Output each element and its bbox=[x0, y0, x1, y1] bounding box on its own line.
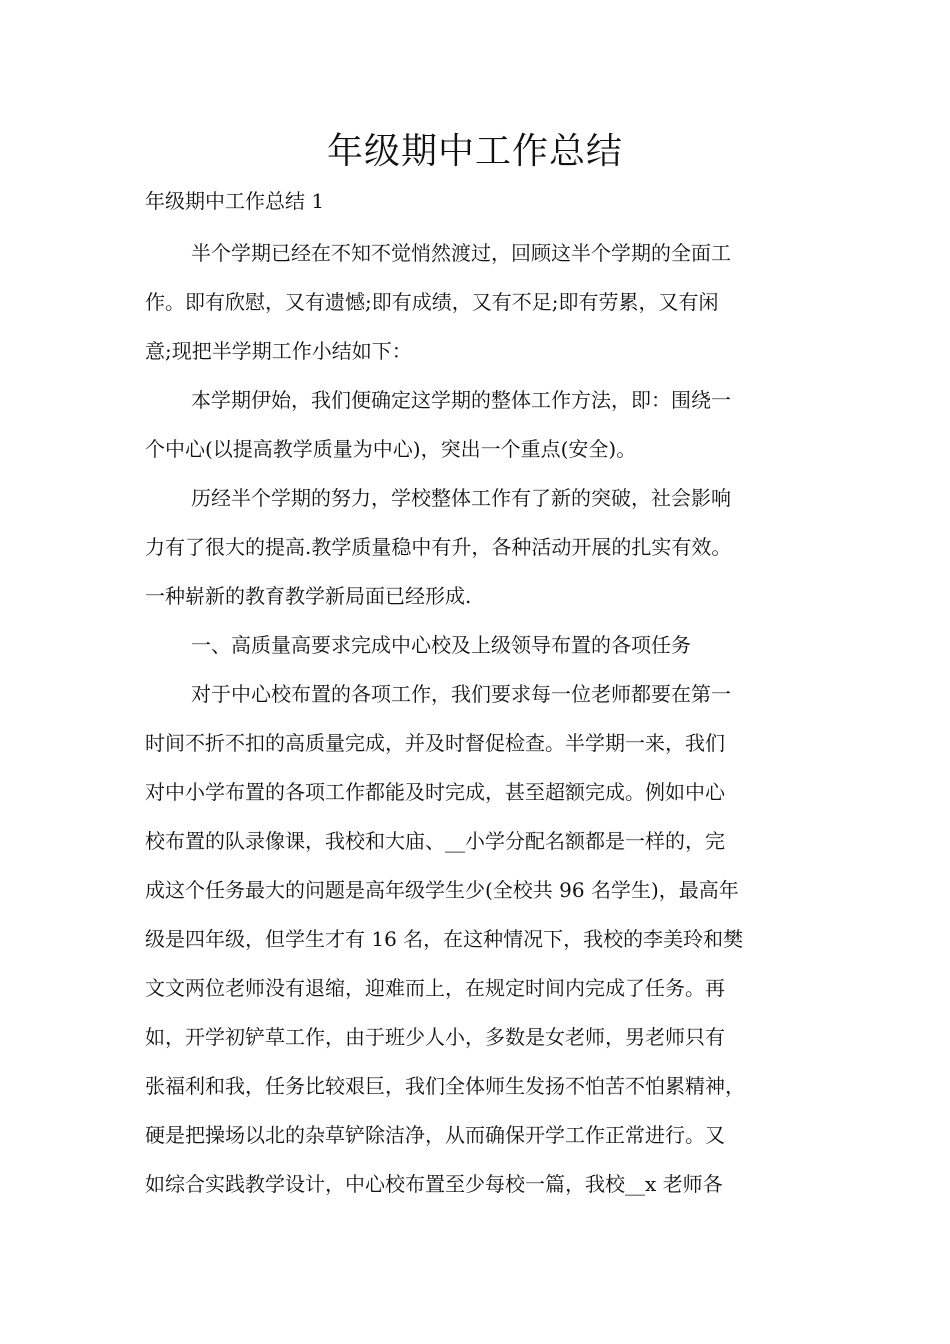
text-line: 个中心(以提高教学质量为中心)，突出一个重点(安全)。 bbox=[145, 437, 637, 461]
document-subtitle: 年级期中工作总结 1 bbox=[145, 189, 325, 213]
section-heading: 一、高质量高要求完成中心校及上级领导布置的各项任务 bbox=[191, 633, 691, 657]
text-line: 时间不折不扣的高质量完成，并及时督促检查。半学期一来，我们 bbox=[145, 731, 725, 755]
paragraph-method bbox=[145, 376, 825, 474]
text-line: 张福利和我，任务比较艰巨，我们全体师生发扬不怕苦不怕累精神， bbox=[145, 1074, 745, 1098]
text-line: 硬是把操场以北的杂草铲除洁净，从而确保开学工作正常进行。又 bbox=[145, 1123, 725, 1147]
text-line: 力有了很大的提高.教学质量稳中有升，各种活动开展的扎实有效。 bbox=[145, 535, 732, 559]
paragraph-intro bbox=[145, 229, 825, 376]
text-line: 半个学期已经在不知不觉悄然渡过，回顾这半个学期的全面工 bbox=[191, 241, 731, 265]
section-heading-1 bbox=[145, 621, 825, 670]
paragraph-progress bbox=[145, 474, 825, 621]
text-line: 历经半个学期的努力，学校整体工作有了新的突破，社会影响 bbox=[191, 486, 731, 510]
document-body bbox=[145, 229, 825, 1209]
text-line: 级是四年级，但学生才有 16 名，在这种情况下，我校的李美玲和樊 bbox=[145, 927, 744, 951]
text-line: 对于中心校布置的各项工作，我们要求每一位老师都要在第一 bbox=[191, 682, 731, 706]
text-line: 本学期伊始，我们便确定这学期的整体工作方法，即：围绕一 bbox=[191, 388, 731, 412]
text-line: 意;现把半学期工作小结如下： bbox=[145, 339, 412, 363]
paragraph-tasks bbox=[145, 670, 825, 1209]
text-line: 如，开学初铲草工作，由于班少人小，多数是女老师，男老师只有 bbox=[145, 1025, 725, 1049]
text-line: 作。即有欣慰，又有遗憾;即有成绩，又有不足;即有劳累，又有闲 bbox=[145, 290, 719, 314]
text-line: 校布置的队录像课，我校和大庙、__小学分配名额都是一样的，完 bbox=[145, 829, 725, 853]
text-line: 文文两位老师没有退缩，迎难而上，在规定时间内完成了任务。再 bbox=[145, 976, 725, 1000]
document-title: 年级期中工作总结 bbox=[326, 131, 623, 172]
text-line: 一种崭新的教育教学新局面已经形成. bbox=[145, 584, 472, 608]
text-line: 如综合实践教学设计，中心校布置至少每校一篇，我校__x 老师各 bbox=[145, 1172, 723, 1196]
text-line: 对中小学布置的各项工作都能及时完成，甚至超额完成。例如中心 bbox=[145, 780, 725, 804]
text-line: 成这个任务最大的问题是高年级学生少(全校共 96 名学生)，最高年 bbox=[145, 878, 739, 902]
